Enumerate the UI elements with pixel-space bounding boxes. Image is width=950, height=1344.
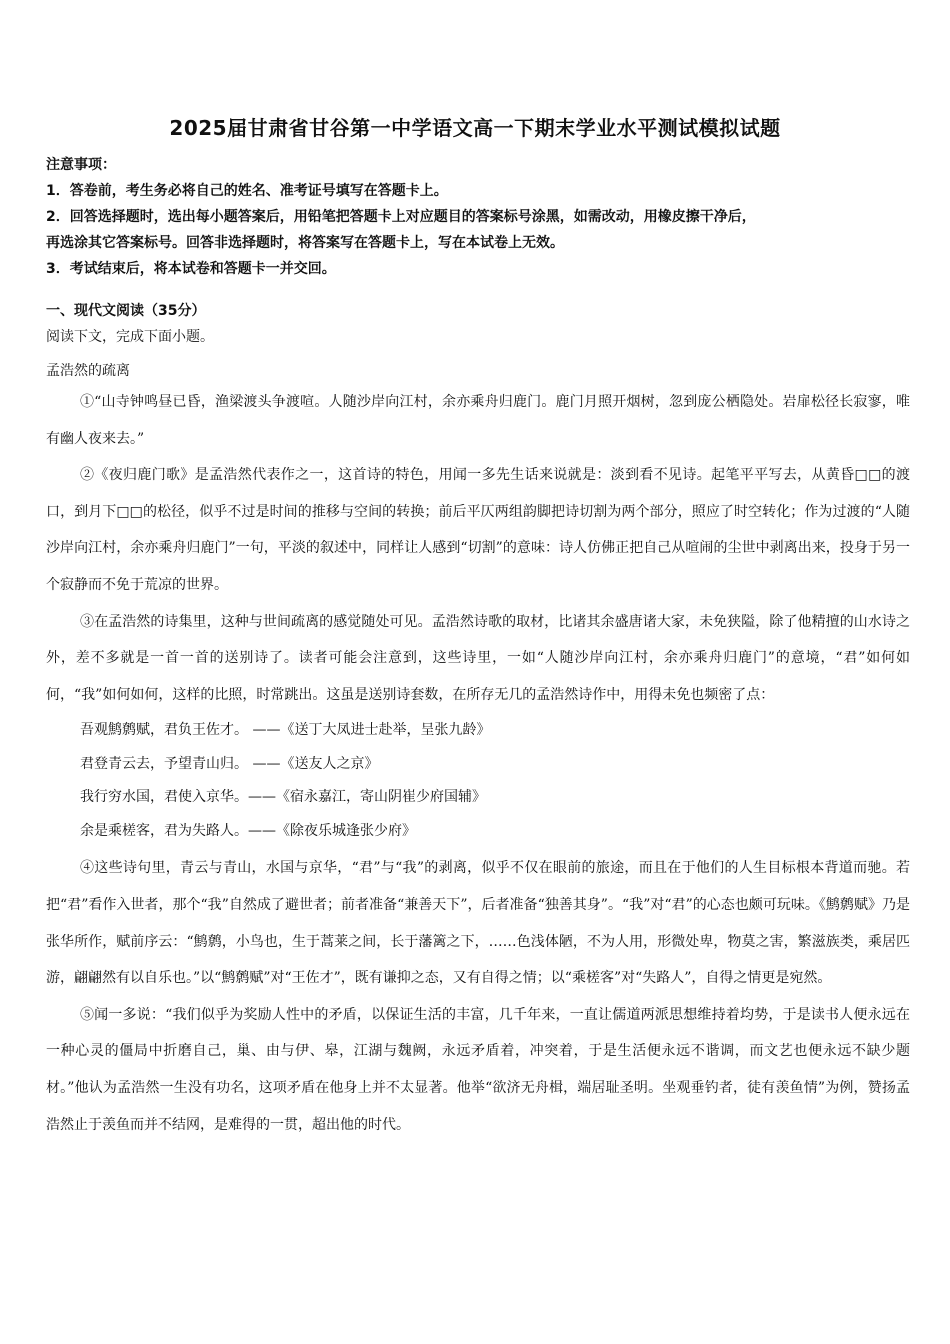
notice-item: 2．回答选择题时，选出每小题答案后，用铅笔把答题卡上对应题目的答案标号涂黑，如需改动，用橡皮擦干净后，: [46, 209, 756, 225]
quote-list: [46, 714, 910, 848]
notice-item: 3．考试结束后，将本试卷和答题卡一并交回。: [46, 261, 336, 277]
paragraph-2: ②《夜归鹿门歌》是孟浩然代表作之一，这首诗的特色，用闻一多先生话来说就是：淡到看不见诗。起笔平平写去，从黄昏□□的渡口，到月下□□的松径，似乎不过是时间的推移与空间的转换；前后平仄两组韵脚把诗切割为两个部分，照应了时空转化；作为过渡的“人随沙岸向江村，余亦乘舟归鹿门”一句，平淡的叙述中，同样让人感到“切割”的意味：诗人仿佛正把自己从喧闹的尘世中剥离出来，投身于另一个寂静而不免于荒凉的世界。: [46, 467, 910, 593]
poem-quote: 余是乘槎客，君为失路人。——《除夜乐城逢张少府》: [80, 822, 416, 839]
notice-heading: 注意事项：: [46, 157, 116, 173]
paragraph-4: ④这些诗句里，青云与青山，水国与京华，“君”与“我”的剥离，似乎不仅在眼前的旅途，而且在于他们的人生目标根本背道而驰。若把“君”看作入世者，那个“我”自然成了避世者；前者准备“兼善天下”，后者准备“独善其身”。“我”对“君”的心态也颇可玩味。《鹪鹩赋》乃是张华所作，赋前序云：“鹪鹩，小鸟也，生于蒿莱之间，长于藩篱之下，……色浅体陋，不为人用，形微处卑，物莫之害，繁滋族类，乘居匹游，翩翩然有以自乐也。”以“鹪鹩赋”对“王佐才”，既有谦抑之态，又有自得之情；以“乘槎客”对“失路人”，自得之情更是宛然。: [46, 860, 910, 987]
article-body: [46, 384, 910, 1143]
page-title: 2025届甘肃省甘谷第一中学语文高一下期末学业水平测试模拟试题: [169, 116, 781, 140]
section-heading: 一、现代文阅读（35分）: [46, 303, 206, 319]
paragraph-5: ⑤闻一多说：“我们似乎为奖励人性中的矛盾，以保证生活的丰富，几千年来，一直让儒道两派思想维持着均势，于是读书人便永远在一种心灵的僵局中折磨自己，巢、由与伊、皋，江湖与魏阙，永远矛盾着，冲突着，于是生活便永远不谐调，而文艺也便永远不缺少题材。”他认为孟浩然一生没有功名，这项矛盾在他身上并不太显著。他举“欲济无舟楫，端居耻圣明。坐观垂钓者，徒有羡鱼情”为例，赞扬孟浩然止于羡鱼而并不结网，是难得的一贯，超出他的时代。: [46, 1006, 910, 1133]
poem-quote: 君登青云去，予望青山归。 ——《送友人之京》: [80, 755, 379, 772]
article-title: 孟浩然的疏离: [46, 363, 130, 379]
notice-block: [46, 152, 916, 282]
poem-quote: 我行穷水国，君使入京华。——《宿永嘉江，寄山阴崔少府国辅》: [80, 789, 486, 806]
section-instruction: 阅读下文，完成下面小题。: [46, 329, 214, 345]
notice-item: 1．答卷前，考生务必将自己的姓名、准考证号填写在答题卡上。: [46, 183, 448, 199]
notice-item: 再选涂其它答案标号。回答非选择题时，将答案写在答题卡上，写在本试卷上无效。: [46, 235, 564, 251]
poem-quote: 吾观鹪鹩赋，君负王佐才。 ——《送丁大凤进士赴举，呈张九龄》: [80, 722, 491, 739]
paragraph-1: ①“山寺钟鸣昼已昏，渔梁渡头争渡喧。人随沙岸向江村，余亦乘舟归鹿门。鹿门月照开烟树，忽到庞公栖隐处。岩扉松径长寂寥，唯有幽人夜来去。”: [46, 394, 910, 447]
paragraph-3: ③在孟浩然的诗集里，这种与世间疏离的感觉随处可见。孟浩然诗歌的取材，比诸其余盛唐诸大家，未免狭隘，除了他精擅的山水诗之外，差不多就是一首一首的送别诗了。读者可能会注意到，这些诗里，一如“人随沙岸向江村，余亦乘舟归鹿门”的意境，“君”如何如何，“我”如何如何，这样的比照，时常跳出。这虽是送别诗套数，在所存无几的孟浩然诗作中，用得未免也频密了点：: [46, 613, 910, 703]
